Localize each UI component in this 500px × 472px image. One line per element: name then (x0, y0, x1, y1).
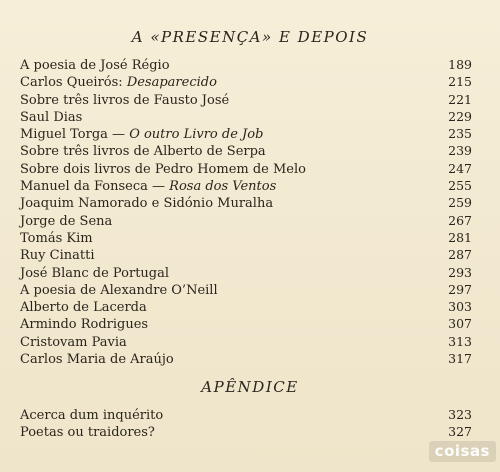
toc-entry-title-text: Ruy Cinatti (20, 248, 95, 264)
toc-entry-title-text: Jorge de Sena (20, 213, 113, 229)
toc-entry-title (20, 213, 112, 230)
toc-entry-page-number: 297 (448, 281, 472, 297)
toc-entry-title (20, 126, 263, 143)
toc-entry-title (20, 178, 276, 195)
toc-entry (20, 423, 472, 440)
toc-entry-italic-title: Rosa dos Ventos (169, 179, 277, 195)
appendix-title: APÊNDICE (201, 378, 299, 396)
toc-entry (20, 298, 472, 315)
appendix-contents (20, 406, 472, 441)
toc-entry-page-number: 255 (448, 178, 472, 194)
toc-entry-title-text: Armindo Rodrigues (20, 317, 149, 333)
toc-entry-title-text: Carlos Queirós: (20, 75, 127, 91)
toc-entry-title (20, 299, 147, 316)
section-title: A «PRESENÇA» E DEPOIS (131, 28, 369, 46)
toc-entry-title (20, 351, 174, 368)
toc-entry-title (20, 195, 273, 212)
toc-entry-page-number: 287 (448, 247, 472, 263)
toc-entry (20, 315, 472, 332)
toc-entry-title (20, 57, 170, 74)
toc-entry-title-text: Saul Dias (20, 109, 83, 125)
toc-entry-title (20, 282, 218, 299)
toc-entry (20, 91, 472, 108)
toc-entry-italic-title: O outro Livro de Job (129, 127, 264, 143)
table-of-contents (20, 56, 472, 367)
toc-entry-page-number: 307 (448, 316, 472, 332)
toc-entry (20, 177, 472, 194)
toc-entry (20, 212, 472, 229)
toc-entry-page-number: 323 (448, 407, 472, 422)
toc-entry-title (20, 109, 82, 126)
toc-entry-page-number: 281 (448, 229, 472, 245)
toc-entry-title (20, 407, 163, 424)
toc-entry (20, 246, 472, 263)
toc-entry-page-number: 235 (448, 126, 472, 142)
toc-entry-page-number: 293 (448, 264, 472, 280)
toc-entry-title-text: Poetas ou traidores? (20, 425, 155, 441)
toc-entry-page-number: 247 (448, 160, 472, 176)
toc-entry (20, 142, 472, 159)
toc-entry (20, 406, 472, 423)
toc-entry (20, 229, 472, 246)
toc-entry-title-text: Acerca dum inquérito (20, 408, 164, 423)
toc-entry-title (20, 424, 155, 441)
watermark-logo: coisas (429, 441, 496, 462)
toc-entry-title (20, 161, 306, 178)
toc-entry-italic-title: Desaparecido (126, 75, 217, 91)
toc-entry-title-text: Cristovam Pavia (20, 334, 127, 350)
toc-entry-page-number: 239 (448, 143, 472, 159)
toc-entry-title (20, 334, 127, 351)
toc-entry-title-text: Manuel da Fonseca — (20, 179, 170, 195)
toc-entry-title (20, 247, 94, 264)
toc-entry-page-number: 259 (448, 195, 472, 211)
toc-entry-title (20, 143, 266, 160)
toc-entry (20, 160, 472, 177)
toc-entry-page-number: 189 (448, 57, 472, 72)
toc-entry-title (20, 265, 169, 282)
toc-entry-title-text: Tomás Kim (20, 230, 93, 246)
toc-entry-page-number: 215 (448, 74, 472, 90)
toc-entry-page-number: 221 (448, 91, 472, 107)
toc-entry-page-number: 267 (448, 212, 472, 228)
toc-entry (20, 125, 472, 142)
toc-entry-title-text: Carlos Maria de Araújo (20, 352, 174, 368)
toc-entry (20, 333, 472, 350)
toc-entry (20, 350, 472, 367)
toc-entry-title (20, 230, 93, 247)
toc-entry-title (20, 316, 148, 333)
toc-entry-title-text: Sobre dois livros de Pedro Homem de Melo (20, 161, 306, 177)
toc-entry-title-text: Sobre três livros de Alberto de Serpa (20, 144, 266, 160)
toc-entry (20, 56, 472, 73)
toc-entry-title (20, 74, 217, 91)
toc-entry-page-number: 327 (448, 424, 472, 440)
toc-entry-page-number: 317 (448, 351, 472, 367)
toc-entry-page-number: 313 (448, 333, 472, 349)
toc-entry (20, 73, 472, 90)
toc-entry-page-number: 303 (448, 299, 472, 315)
toc-entry (20, 264, 472, 281)
toc-entry (20, 108, 472, 125)
toc-entry-page-number: 229 (448, 108, 472, 124)
toc-entry-title-text: Miguel Torga — (20, 127, 130, 143)
toc-entry-title-text: Joaquim Namorado e Sidónio Muralha (20, 196, 274, 212)
toc-entry (20, 281, 472, 298)
toc-entry-title-text: José Blanc de Portugal (20, 265, 170, 281)
toc-entry-title-text: A poesia de Alexandre O’Neill (20, 282, 218, 298)
toc-entry-title (20, 92, 229, 109)
toc-entry (20, 194, 472, 211)
toc-entry-title-text: Alberto de Lacerda (20, 300, 147, 316)
toc-entry-title-text: A poesia de José Régio (20, 58, 170, 73)
toc-entry-title-text: Sobre três livros de Fausto José (20, 92, 230, 108)
